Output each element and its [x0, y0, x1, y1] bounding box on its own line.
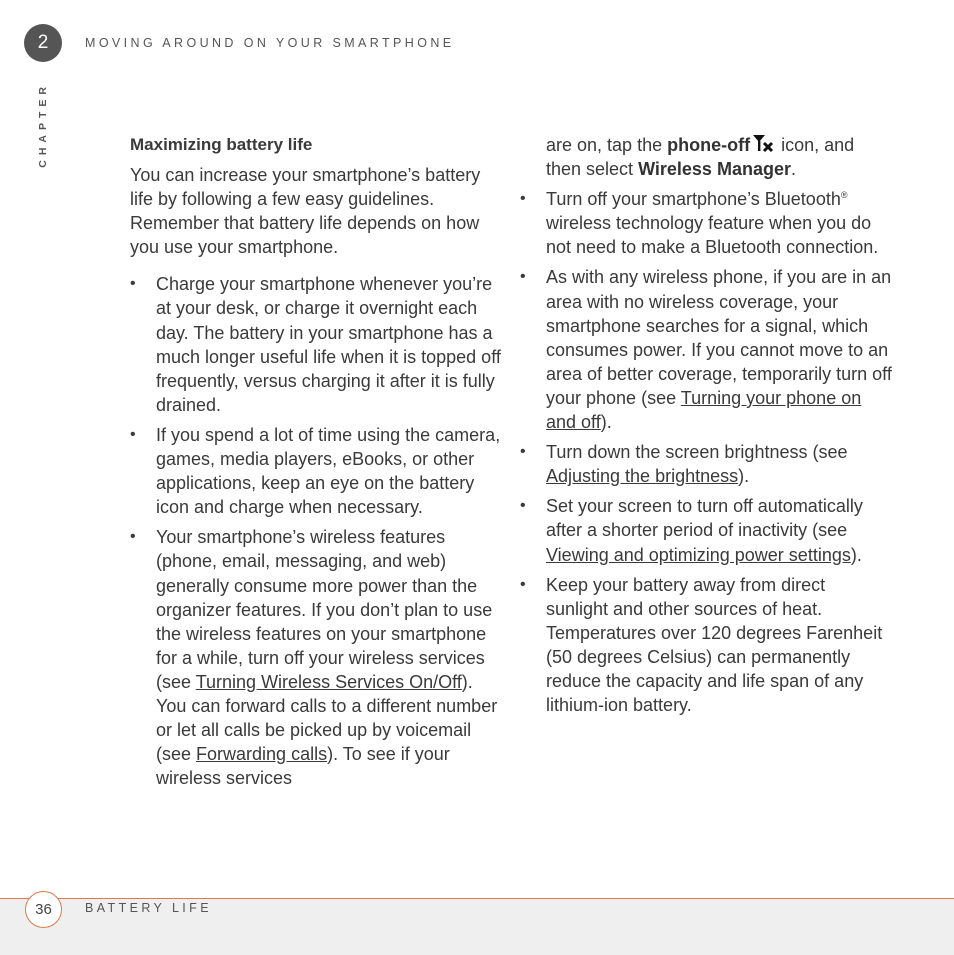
continued-list-text	[520, 133, 892, 181]
link-power-settings[interactable]: Viewing and optimizing power settings	[546, 544, 851, 565]
bullet-icon: •	[130, 275, 136, 293]
phone-off-icon	[752, 133, 774, 153]
right-column	[520, 133, 892, 723]
bullet-icon: •	[130, 425, 136, 443]
list-item-text: ). You can forward calls to a different number or let all calls be picked up by voicemail (see	[156, 671, 498, 765]
chapter-label: CHAPTER	[37, 82, 49, 168]
bullet-icon: •	[520, 268, 526, 286]
text-run: are on, tap the	[546, 135, 668, 155]
list-item-text: ).	[600, 412, 612, 433]
wireless-manager-label: Wireless Manager	[638, 159, 791, 180]
phone-off-label: phone-off	[667, 135, 751, 155]
page-number: 36	[25, 891, 62, 928]
chapter-number-badge: 2	[24, 24, 62, 62]
link-adjusting-brightness[interactable]: Adjusting the brightness	[546, 466, 739, 487]
list-item-text: Set your screen to turn off automatically after a shorter period of inactivity (see	[546, 496, 863, 541]
list-item-text: ).	[850, 544, 862, 565]
bullet-icon: •	[520, 497, 526, 515]
list-item	[520, 494, 892, 566]
list-item-text: ).	[738, 466, 750, 487]
tips-list-left	[130, 272, 502, 790]
list-item-text: Turn off your smartphone’s Bluetooth	[546, 189, 841, 210]
left-column	[130, 133, 502, 796]
running-header-title: MOVING AROUND ON YOUR SMARTPHONE	[85, 36, 455, 50]
list-item-text: Charge your smartphone whenever you’re at your desk, or charge it overnight each day. The battery in your smartphone has a much longer useful life when it is topped off frequently, versus charging it after it is fully drained.	[156, 274, 501, 415]
link-turning-phone-on-off[interactable]: Turning your phone on and off	[546, 387, 862, 433]
list-item-text: As with any wireless phone, if you are in an area with no wireless coverage, your smartphone searches for a signal, which consumes power. If you cannot move to an area of better coverage, temporarily turn off your phone (see	[546, 267, 892, 408]
list-item-text: Your smartphone’s wireless features (phone, email, messaging, and web) generally consume more power than the organizer features. If you don’t plan to use the wireless features on your smartphone for a while, turn off your wireless services (see	[156, 527, 493, 692]
list-item-text: Keep your battery away from direct sunlight and other sources of heat. Temperatures over 120 degrees Farenheit (50 degrees Celsius) can permanently reduce the capacity and life span of any lithium-ion battery.	[546, 574, 883, 716]
section-heading: Maximizing battery life	[130, 135, 313, 154]
link-forwarding-calls[interactable]: Forwarding calls	[196, 744, 328, 765]
list-item-text: If you spend a lot of time using the camera, games, media players, eBooks, or other applications, keep an eye on the battery icon and charge when necessary.	[156, 424, 501, 518]
list-item	[520, 265, 892, 434]
link-turning-wireless-services[interactable]: Turning Wireless Services On/Off	[195, 671, 462, 692]
bullet-icon: •	[520, 575, 526, 593]
text-run: icon, and then select	[546, 135, 855, 180]
list-item	[130, 525, 502, 790]
bullet-icon: •	[130, 528, 136, 546]
bullet-icon: •	[520, 190, 526, 208]
list-item-text: Turn down the screen brightness (see	[546, 442, 848, 463]
bullet-icon: •	[520, 443, 526, 461]
list-item	[520, 187, 892, 259]
list-item-text: ). To see if your wireless services	[156, 744, 450, 789]
registered-mark: ®	[840, 190, 848, 201]
text-run: .	[790, 159, 796, 180]
list-item	[130, 272, 502, 417]
footer-section-title: BATTERY LIFE	[85, 901, 212, 915]
tips-list-right	[520, 187, 892, 717]
intro-paragraph: You can increase your smartphone’s battery life by following a few easy guidelines. Remember that battery life depends on how you use your smartphone.	[130, 165, 481, 258]
list-item	[520, 440, 892, 488]
list-item	[130, 423, 502, 519]
list-item-text: wireless technology feature when you do not need to make a Bluetooth connection.	[546, 213, 879, 258]
list-item	[520, 573, 892, 718]
